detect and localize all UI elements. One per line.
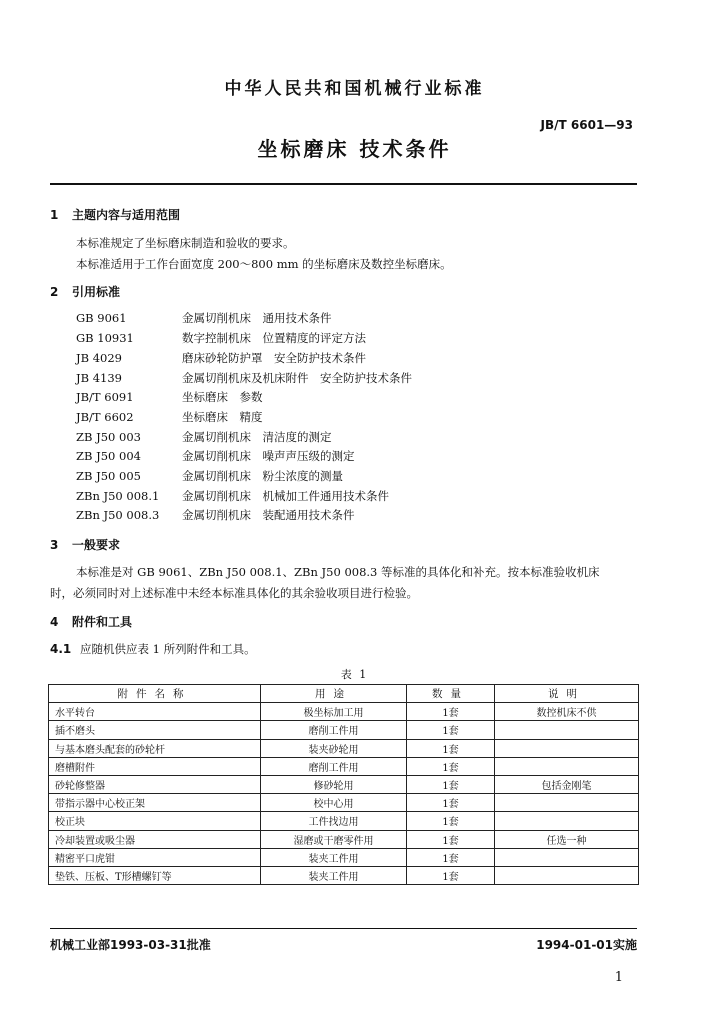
paragraph: 本标准规定了坐标磨床制造和验收的要求。: [76, 236, 295, 250]
reference-title: 金属切削机床 粉尘浓度的测量: [182, 469, 343, 483]
subsection-4-1: [50, 641, 256, 657]
section-number: 3: [50, 538, 59, 552]
reference-title: 金属切削机床 通用技术条件: [182, 311, 332, 325]
paragraph: 本标准适用于工作台面宽度 200～800 mm 的坐标磨床及数控坐标磨床。: [76, 257, 452, 271]
table-cell: 冷却装置或吸尘器: [49, 830, 261, 848]
reference-code: JB/T 6091: [76, 390, 134, 404]
reference-item: [76, 330, 366, 346]
reference-item: [76, 507, 355, 523]
table-cell: 1套: [407, 830, 495, 848]
table-row: [49, 830, 639, 848]
section-title: 附件和工具: [72, 615, 133, 629]
org-title: 中华人民共和国机械行业标准: [224, 79, 485, 99]
reference-title: 金属切削机床及机床附件 安全防护技术条件: [182, 371, 412, 385]
table-cell: 插不磨头: [49, 721, 261, 739]
page-number: 1: [614, 970, 623, 985]
effective-date: 1994-01-01实施: [536, 938, 637, 952]
table-cell: 垫铁、压板、T形槽螺钉等: [49, 866, 261, 884]
table-cell: 1套: [407, 721, 495, 739]
table-cell: 带指示器中心校正架: [49, 794, 261, 812]
table-cell: 与基本磨头配套的砂轮杆: [49, 739, 261, 757]
table-cell: [495, 848, 639, 866]
table-row: [49, 775, 639, 793]
reference-title: 金属切削机床 装配通用技术条件: [182, 508, 355, 522]
section-title: 主题内容与适用范围: [72, 208, 181, 222]
table-row: [49, 848, 639, 866]
reference-title: 磨床砂轮防护罩 安全防护技术条件: [182, 351, 366, 365]
table-cell: 精密平口虎钳: [49, 848, 261, 866]
reference-title: 数字控制机床 位置精度的评定方法: [182, 331, 366, 345]
reference-code: JB/T 6602: [76, 410, 134, 424]
table-cell: 1套: [407, 703, 495, 721]
section-2-heading: [50, 283, 120, 300]
section-3-heading: [50, 536, 120, 553]
table-caption: 表 1: [340, 668, 369, 681]
document-title: 坐标磨床 技术条件: [257, 137, 452, 161]
table-cell: 装夹工件用: [261, 848, 407, 866]
table-cell: 磨削工件用: [261, 721, 407, 739]
subsection-text: 应随机供应表 1 所列附件和工具。: [80, 642, 256, 656]
table-cell: 包括金刚笔: [495, 775, 639, 793]
table-cell: 1套: [407, 812, 495, 830]
reference-item: [76, 389, 263, 405]
table-cell: 水平转台: [49, 703, 261, 721]
table-cell: 修砂轮用: [261, 775, 407, 793]
reference-code: ZBn J50 008.1: [76, 489, 160, 503]
reference-code: ZB J50 005: [76, 469, 141, 483]
table-header-row: [49, 685, 639, 703]
table-row: [49, 866, 639, 884]
column-header: 用途: [261, 685, 407, 703]
reference-code: GB 9061: [76, 311, 127, 325]
table-cell: 装夹工件用: [261, 866, 407, 884]
table-cell: 装夹砂轮用: [261, 739, 407, 757]
reference-item: [76, 488, 389, 504]
column-header: 数量: [407, 685, 495, 703]
reference-code: JB 4029: [76, 351, 122, 365]
table-cell: 数控机床不供: [495, 703, 639, 721]
table-cell: [495, 866, 639, 884]
column-header: 说明: [495, 685, 639, 703]
reference-title: 金属切削机床 机械加工件通用技术条件: [182, 489, 389, 503]
table-cell: 工件找边用: [261, 812, 407, 830]
approval-date: 机械工业部1993-03-31批准: [50, 938, 211, 952]
paragraph: 本标准是对 GB 9061、ZBn J50 008.1、ZBn J50 008.3 等标准的具体化和补充。按本标准验收机床: [76, 565, 600, 579]
reference-item: [76, 310, 332, 326]
reference-code: GB 10931: [76, 331, 134, 345]
reference-item: [76, 350, 366, 366]
reference-item: [76, 429, 332, 445]
table-cell: [495, 812, 639, 830]
reference-title: 坐标磨床 参数: [182, 390, 263, 404]
reference-code: JB 4139: [76, 371, 122, 385]
table-row: [49, 757, 639, 775]
table-cell: 1套: [407, 757, 495, 775]
table-1: [48, 684, 639, 885]
reference-code: ZB J50 004: [76, 449, 141, 463]
table-cell: 湿磨或干磨零件用: [261, 830, 407, 848]
table-row: [49, 812, 639, 830]
header-divider: [50, 183, 637, 185]
paragraph: 时，必须同时对上述标准中未经本标准具体化的其余验收项目进行检验。: [50, 586, 418, 600]
table-cell: [495, 757, 639, 775]
reference-item: [76, 409, 263, 425]
section-title: 一般要求: [72, 538, 121, 552]
reference-title: 金属切削机床 清洁度的测定: [182, 430, 332, 444]
table-cell: 砂轮修整器: [49, 775, 261, 793]
table-cell: 任选一种: [495, 830, 639, 848]
table-cell: 磨槽附件: [49, 757, 261, 775]
table-cell: 磨削工件用: [261, 757, 407, 775]
section-number: 4: [50, 615, 59, 629]
reference-item: [76, 448, 355, 464]
reference-code: ZBn J50 008.3: [76, 508, 160, 522]
table-cell: 1套: [407, 848, 495, 866]
column-header: 附件名称: [49, 685, 261, 703]
section-title: 引用标准: [72, 285, 121, 299]
section-1-heading: [50, 206, 180, 223]
table-cell: 校正块: [49, 812, 261, 830]
document-number: JB/T 6601—93: [540, 118, 633, 132]
table-row: [49, 721, 639, 739]
reference-item: [76, 370, 412, 386]
section-number: 2: [50, 285, 59, 299]
table-cell: 极坐标加工用: [261, 703, 407, 721]
section-4-heading: [50, 613, 132, 630]
table-cell: 1套: [407, 739, 495, 757]
reference-title: 金属切削机床 噪声声压级的测定: [182, 449, 355, 463]
table-cell: [495, 794, 639, 812]
reference-item: [76, 468, 343, 484]
reference-code: ZB J50 003: [76, 430, 141, 444]
table-cell: 1套: [407, 775, 495, 793]
footer-divider: [50, 928, 637, 929]
table-row: [49, 703, 639, 721]
reference-title: 坐标磨床 精度: [182, 410, 263, 424]
section-number: 1: [50, 208, 59, 222]
table-cell: 校中心用: [261, 794, 407, 812]
subsection-number: 4.1: [50, 642, 72, 656]
table-row: [49, 794, 639, 812]
table-cell: [495, 739, 639, 757]
table-cell: 1套: [407, 866, 495, 884]
table-cell: 1套: [407, 794, 495, 812]
table-row: [49, 739, 639, 757]
table-cell: [495, 721, 639, 739]
